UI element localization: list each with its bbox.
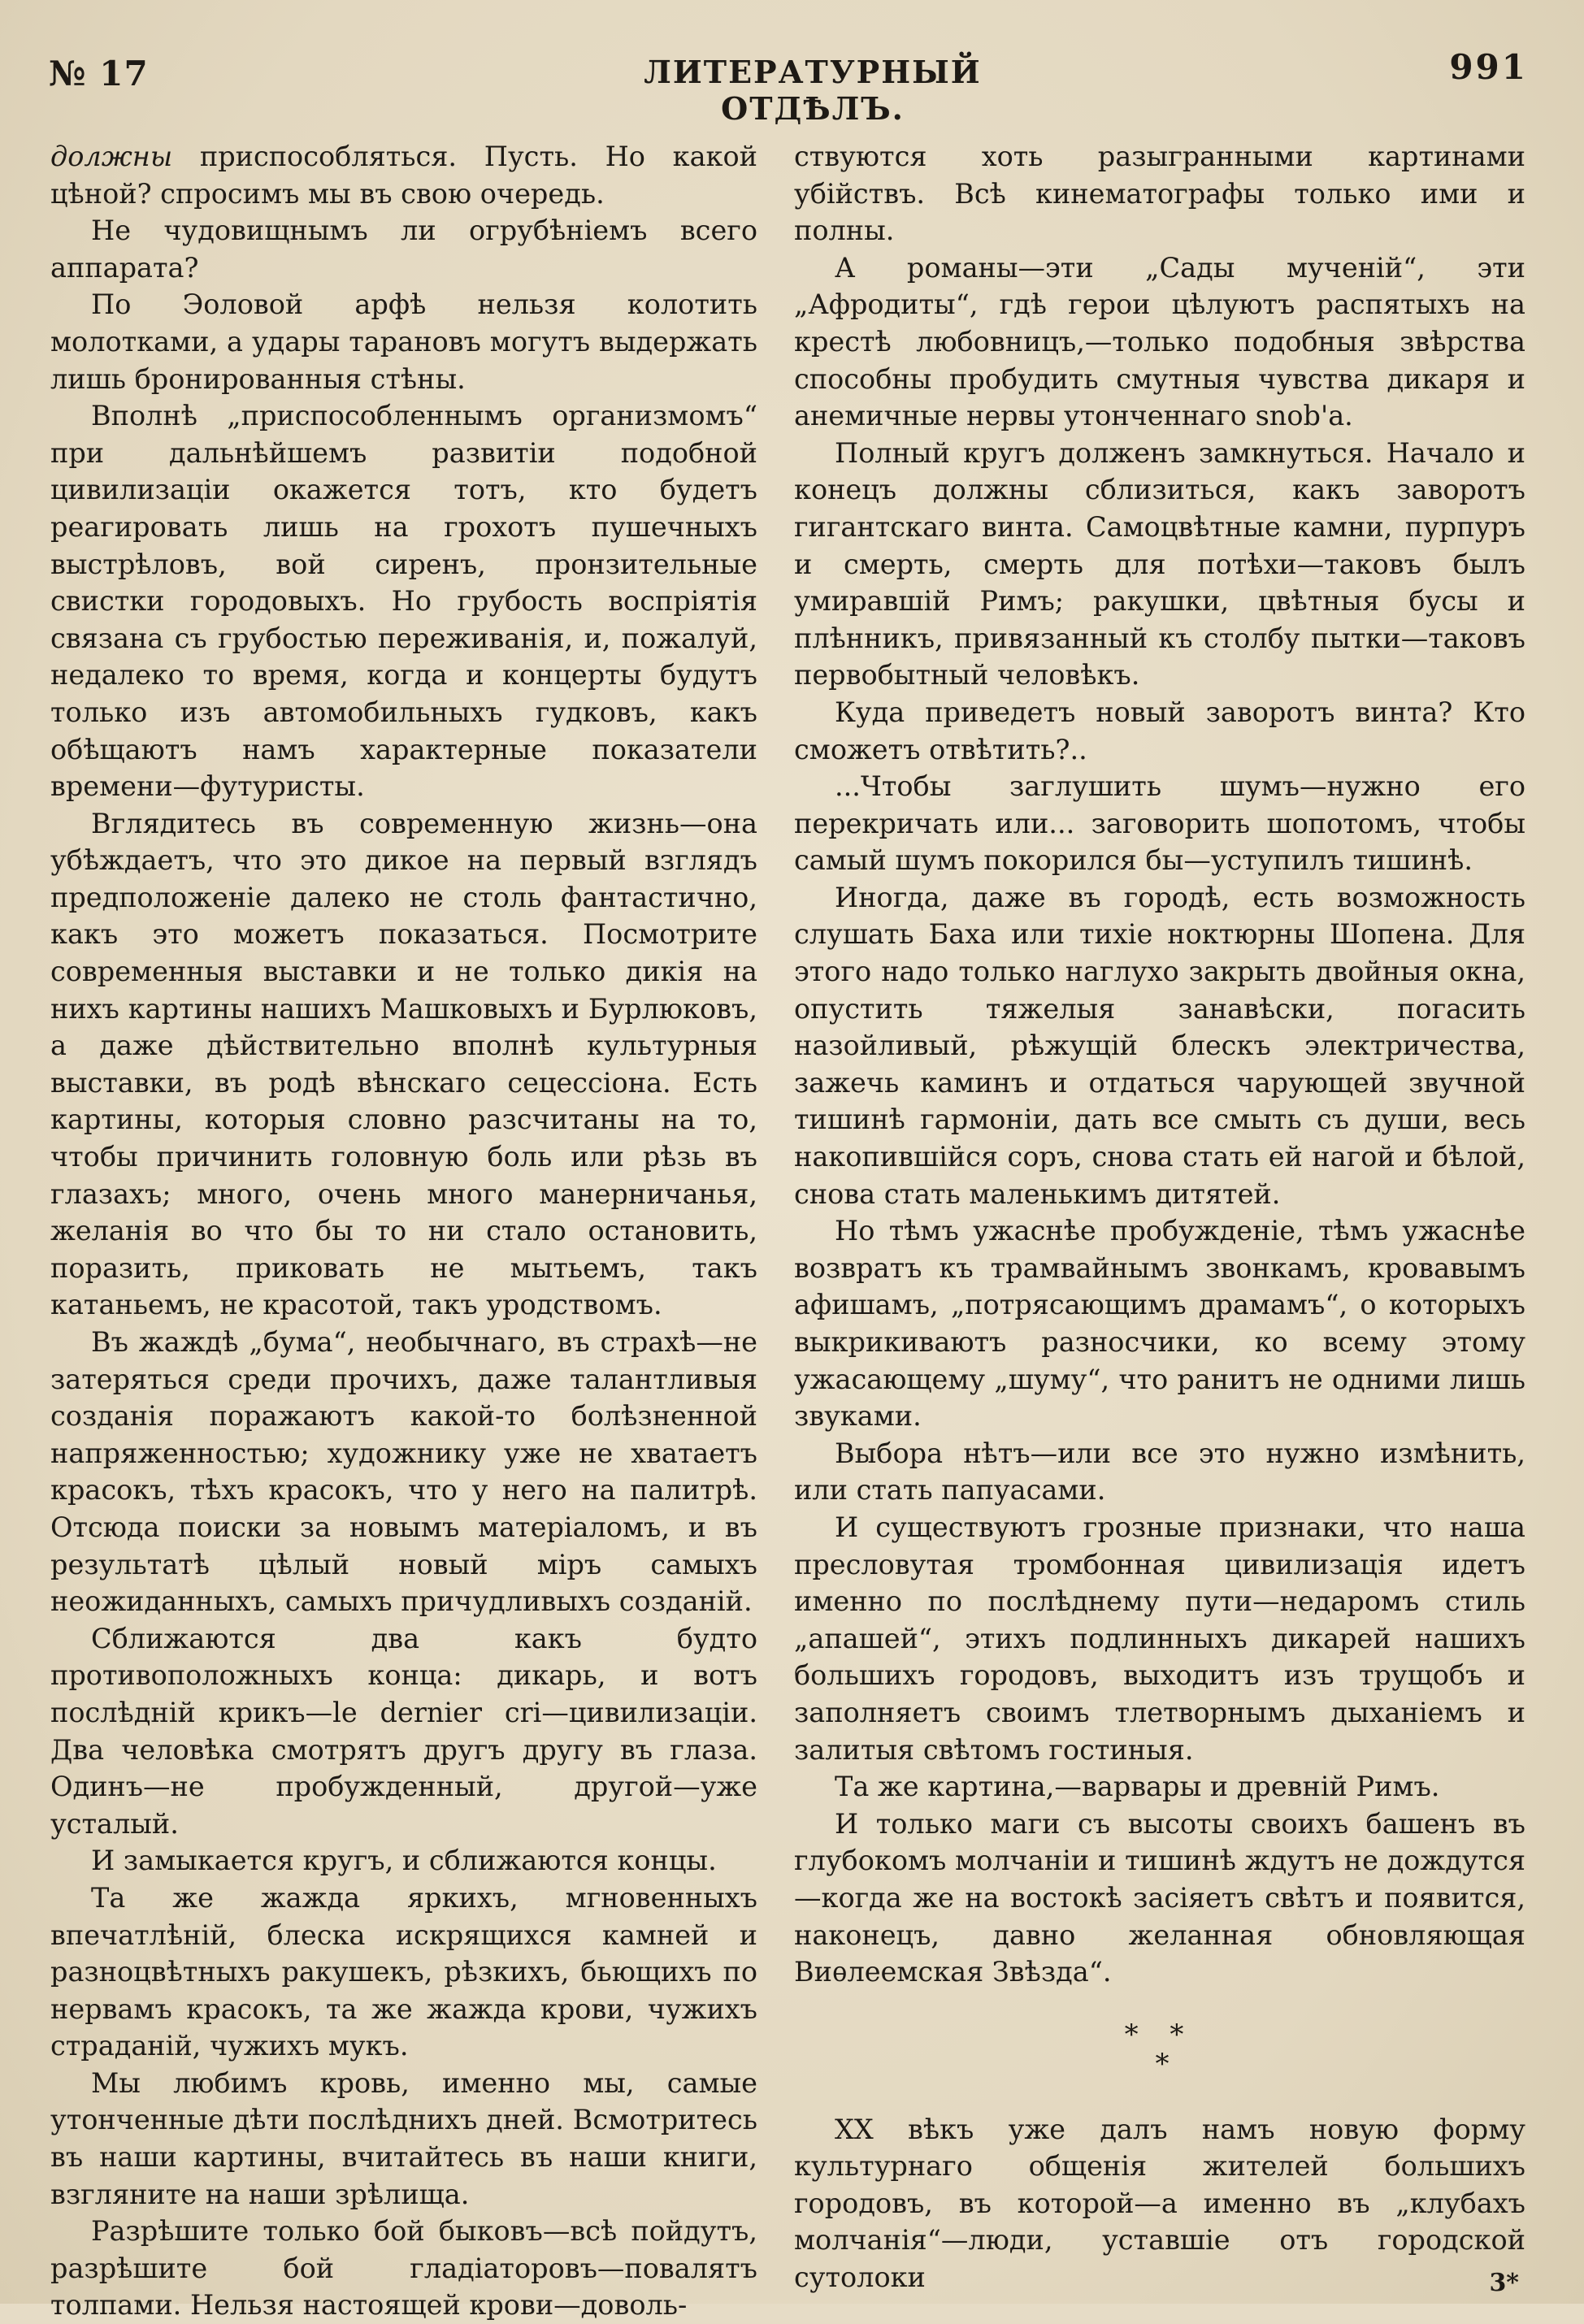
section-title: ЛИТЕРАТУРНЫЙ ОТДѢЛЪ. [644,54,982,127]
paragraph: Полный кругъ долженъ замкнуться. Начало и конецъ должны сблизиться, какъ заворотъ гигантскаго винта. Самоцвѣтные камни, пурпуръ и смерть, смерть для потѣхи—таковъ былъ умиравшій Римъ; ракушки, цвѣтныя бусы и плѣнникъ, привязанный къ столбу пытки—таковъ первобытный человѣкъ. [794,436,1525,692]
paragraph: Мы любимъ кровь, именно мы, самые утонченные дѣти послѣднихъ дней. Всмотритесь въ наши картины, вчитайтесь въ наши книги, взгляните на наши зрѣлища. [50,2066,757,2210]
divider-stars-top: * * [1124,2018,1196,2051]
paragraph: Не чудовищнымъ ли огрубѣніемъ всего аппарата? [50,215,757,284]
paragraph: Та же картина,—варвары и древній Римъ. [835,1771,1440,1803]
emphasis-word: должны [50,141,173,172]
signature-mark: 3* [1489,2269,1519,2297]
paragraph: И существуютъ грозные признаки, что наша пресловутая тромбонная цивилизація идетъ именно по послѣднему пути—недаромъ стиль „апашей“, этихъ подлинныхъ дикарей нашихъ большихъ городовъ, выходитъ изъ трущобъ и заполняетъ своимъ тлетворнымъ дыханіемъ и залитыя свѣтомъ гостиныя. [794,1511,1525,1766]
paragraph: Вглядитесь въ современную жизнь—она убѣждаетъ, что это дикое на первый взглядъ предположеніе далеко не столь фантастично, какъ это можетъ показаться. Посмотрите современныя выставки и не только дикія на нихъ картины нашихъ Машковыхъ и Бурлюковъ, а даже дѣйствительно вполнѣ культурныя выставки, въ родѣ вѣнскаго сецессіона. Есть картины, которыя словно разсчитаны на то, чтобы причинить головную боль или рѣзь въ глазахъ; много, очень много манерничанья, желанія во что бы то ни стало остановить, поразить, приковать не мытьемъ, такъ катаньемъ, не красотой, такъ уродствомъ. [50,807,757,1321]
paragraph: ствуются хоть разыгранными картинами убійствъ. Всѣ кинематографы только ими и полны. [794,141,1525,247]
divider-star-bottom: * [1155,2047,1181,2080]
paragraph: Разрѣшите только бой быковъ—всѣ пойдутъ, разрѣшите бой гладіаторовъ—повалятъ толпами. Нельзя настоящей крови—доволь- [50,2215,757,2322]
issue-number: № 17 [49,54,149,93]
paragraph: И только маги съ высоты своихъ башенъ въ глубокомъ молчаніи и тишинѣ ждутъ не дождутся—когда же на востокѣ засіяетъ свѣтъ и появится, наконецъ, давно желанная обновляющая Виѳлеемская Звѣзда“. [794,1807,1525,1988]
paragraph: Вполнѣ „приспособленнымъ организмомъ“ при дальнѣйшемъ развитіи подобной цивилизаціи окажется тотъ, кто будетъ реагировать лишь на грохотъ пушечныхъ выстрѣловъ, вой сиренъ, пронзительные свистки городовыхъ. Но грубость воспріятія связана съ грубостью переживанія, и, пожалуй, недалеко то время, когда и концерты будутъ только изъ автомобильныхъ гудковъ, какъ обѣщаютъ намъ характерные показатели времени—футуристы. [50,400,757,803]
paragraph: ...Чтобы заглушить шумъ—нужно его перекричать или... заговорить шопотомъ, чтобы самый шумъ покорился бы—уступилъ тишинѣ. [794,770,1525,877]
left-column [50,138,757,2324]
paragraph: Иногда, даже въ городѣ, есть возможность слушать Баха или тихіе ноктюрны Шопена. Для этого надо только наглухо закрыть двойныя окна, опустить тяжелыя занавѣски, погасить назойливый, рѣжущій блескъ электричества, зажечь каминъ и отдаться чарующей звучной тишинѣ гармоніи, дать все смыть съ души, весь накопившійся соръ, снова стать ей нагой и бѣлой, снова стать маленькимъ дитятей. [794,881,1525,1210]
paragraph: По Эоловой арфѣ нельзя колотить молотками, а удары тарановъ могутъ выдержать лишь бронированныя стѣны. [50,288,757,395]
paragraph: Сближаются два какъ будто противоположныхъ конца: дикарь, и вотъ послѣдній крикъ—le dernier cri—цивилизаціи. Два человѣка смотрятъ другъ другу въ глаза. Одинъ—не пробужденный, другой—уже усталый. [50,1622,757,1840]
paragraph: И замыкается кругъ, и сближаются концы. [91,1845,717,1877]
paragraph: Куда приведетъ новый заворотъ винта? Кто сможетъ отвѣтить?.. [794,696,1525,765]
right-column [794,138,1525,2296]
page-number: 991 [1449,47,1528,87]
paragraph-text: приспособляться. Пусть. Но какой цѣной? спросимъ мы въ свою очередь. [50,141,757,210]
paragraph: XX вѣкъ уже далъ намъ новую форму культурнаго общенія жителей большихъ городовъ, въ которой—а именно въ „клубахъ молчанія“—люди, уставшіе отъ городской сутолоки [794,2113,1525,2294]
section-divider [794,2020,1525,2079]
paragraph: Но тѣмъ ужаснѣе пробужденіе, тѣмъ ужаснѣе возвратъ къ трамвайнымъ звонкамъ, кровавымъ афишамъ, „потрясающимъ драмамъ“, о которыхъ выкрикиваютъ разносчики, ко всему этому ужасающему „шуму“, что ранитъ не одними лишь звуками. [794,1215,1525,1433]
paragraph: А романы—эти „Сады мученій“, эти „Афродиты“, гдѣ герои цѣлуютъ распятыхъ на крестѣ любовницъ,—только подобныя звѣрства способны пробудить смутныя чувства дикаря и анемичные нервы утонченнаго snob'а. [794,251,1525,432]
paragraph [50,138,757,212]
page-header [49,47,1528,127]
paragraph: Въ жаждѣ „бума“, необычнаго, въ страхѣ—не затеряться среди прочихъ, даже талантливыя созданія поражаютъ какой-то болѣзненной напряженностью; художнику уже не хватаетъ красокъ, тѣхъ красокъ, что у него на палитрѣ. Отсюда поиски за новымъ матеріаломъ, и въ результатѣ цѣлый новый міръ самыхъ неожиданныхъ, самыхъ причудливыхъ созданій. [50,1326,757,1618]
paragraph: Та же жажда яркихъ, мгновенныхъ впечатлѣній, блеска искрящихся камней и разноцвѣтныхъ ракушекъ, рѣзкихъ, бьющихъ по нервамъ красокъ, та же жажда крови, чужихъ страданій, чужихъ мукъ. [50,1881,757,2062]
paragraph: Выбора нѣтъ—или все это нужно измѣнить, или стать папуасами. [794,1437,1525,1507]
